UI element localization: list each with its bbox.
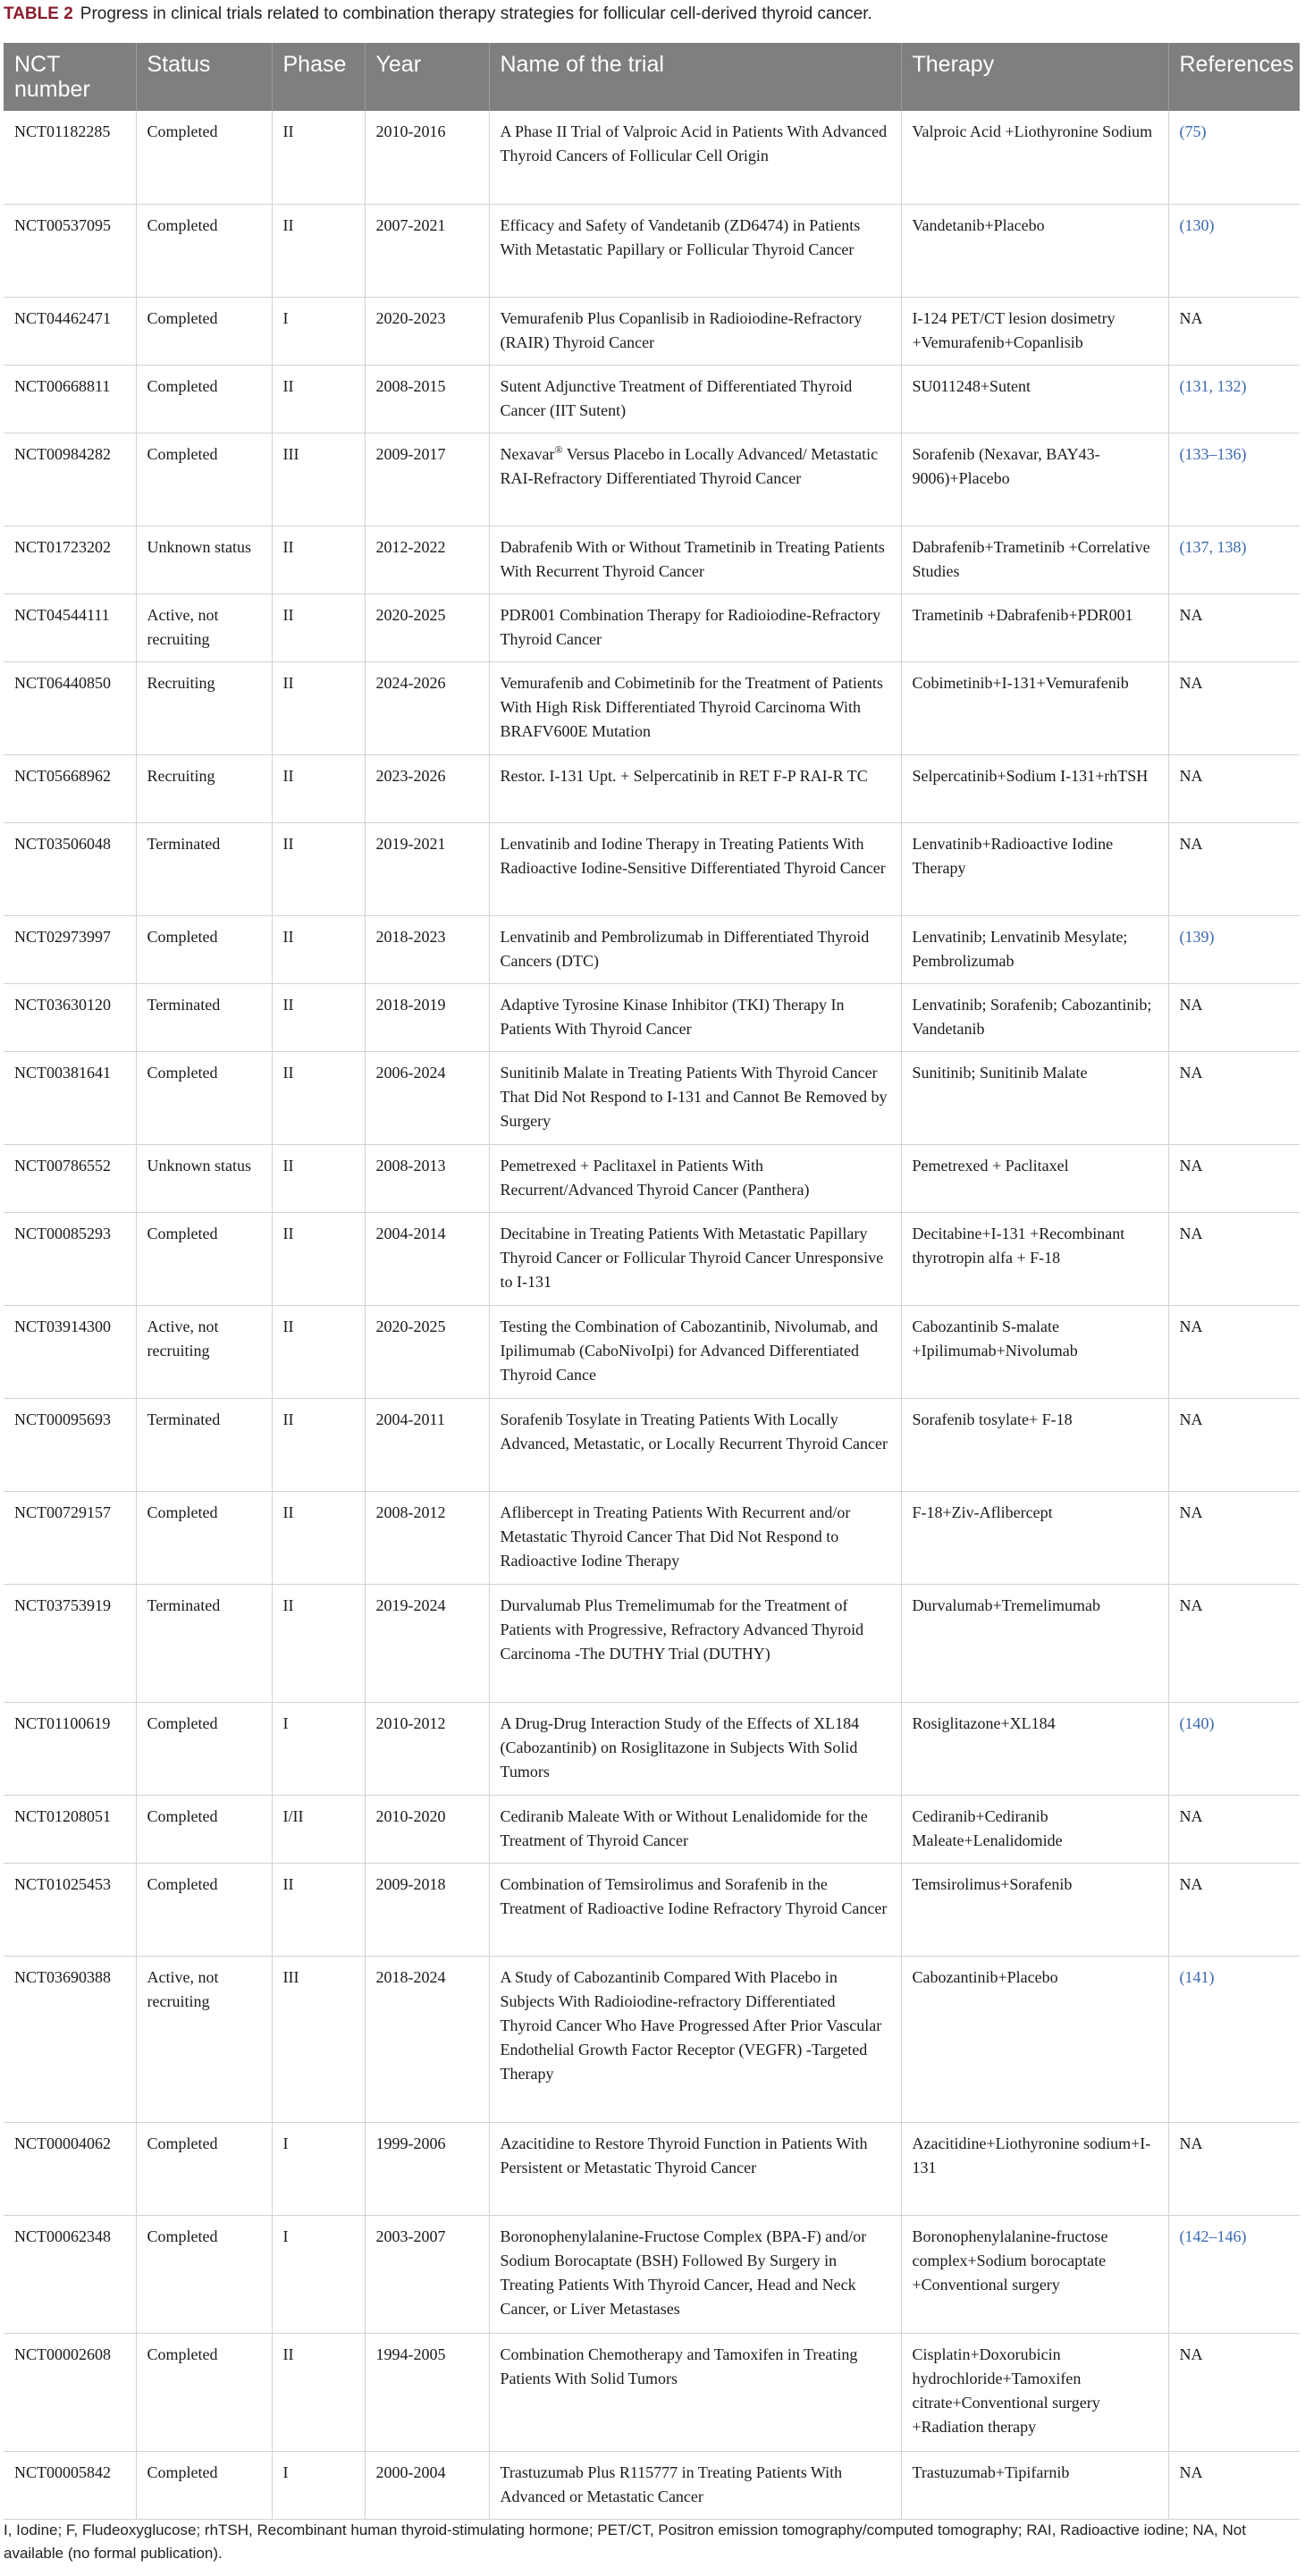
cell-phase: II xyxy=(272,2333,365,2451)
cell-year: 2006-2024 xyxy=(365,1051,489,1144)
table-row xyxy=(4,1584,1300,1702)
cell-status: Completed xyxy=(136,2122,272,2215)
cell-reference-link[interactable]: (139) xyxy=(1168,915,1300,983)
table-row xyxy=(4,1491,1300,1584)
cell-nct: NCT00095693 xyxy=(4,1398,136,1491)
cell-year: 2008-2012 xyxy=(365,1491,489,1584)
cell-phase: II xyxy=(272,526,365,593)
cell-therapy: Trastuzumab+Tipifarnib xyxy=(901,2451,1168,2519)
cell-status: Completed xyxy=(136,2215,272,2333)
col-header-year: Year xyxy=(365,43,489,111)
cell-therapy: Trametinib +Dabrafenib+PDR001 xyxy=(901,593,1168,661)
table-row xyxy=(4,1305,1300,1398)
table-row xyxy=(4,1051,1300,1144)
cell-nct: NCT00668811 xyxy=(4,365,136,433)
cell-therapy: Vandetanib+Placebo xyxy=(901,204,1168,297)
cell-therapy: Azacitidine+Liothyronine sodium+I-131 xyxy=(901,2122,1168,2215)
header-row xyxy=(4,43,1300,111)
cell-year: 2018-2019 xyxy=(365,983,489,1051)
cell-status: Active, not recruiting xyxy=(136,593,272,661)
cell-reference: NA xyxy=(1168,1144,1300,1212)
cell-phase: III xyxy=(272,1956,365,2122)
cell-therapy: Cisplatin+Doxorubicin hydrochloride+Tamoxifen citrate+Conventional surgery +Radiation therapy xyxy=(901,2333,1168,2451)
cell-nct: NCT00005842 xyxy=(4,2451,136,2519)
cell-status: Terminated xyxy=(136,822,272,915)
table-row xyxy=(4,433,1300,526)
cell-reference: NA xyxy=(1168,1051,1300,1144)
cell-year: 2019-2021 xyxy=(365,822,489,915)
cell-phase: I xyxy=(272,297,365,365)
table-row xyxy=(4,822,1300,915)
cell-year: 2009-2017 xyxy=(365,433,489,526)
cell-name: PDR001 Combination Therapy for Radioiodine-Refractory Thyroid Cancer xyxy=(489,593,901,661)
cell-therapy: Cobimetinib+I-131+Vemurafenib xyxy=(901,661,1168,754)
cell-name: Pemetrexed + Paclitaxel in Patients With Recurrent/Advanced Thyroid Cancer (Panthera) xyxy=(489,1144,901,1212)
cell-therapy: SU011248+Sutent xyxy=(901,365,1168,433)
table-row xyxy=(4,297,1300,365)
cell-reference: NA xyxy=(1168,1398,1300,1491)
cell-name: Combination of Temsirolimus and Sorafenib in the Treatment of Radioactive Iodine Refractory Thyroid Cancer xyxy=(489,1863,901,1956)
cell-year: 2023-2026 xyxy=(365,754,489,822)
table-row xyxy=(4,661,1300,754)
cell-year: 2010-2012 xyxy=(365,1702,489,1795)
cell-status: Active, not recruiting xyxy=(136,1956,272,2122)
cell-nct: NCT00004062 xyxy=(4,2122,136,2215)
cell-therapy: Cediranib+Cediranib Maleate+Lenalidomide xyxy=(901,1795,1168,1863)
cell-year: 2020-2025 xyxy=(365,593,489,661)
cell-phase: II xyxy=(272,1584,365,1702)
cell-reference: NA xyxy=(1168,297,1300,365)
cell-name: Vemurafenib Plus Copanlisib in Radioiodine-Refractory (RAIR) Thyroid Cancer xyxy=(489,297,901,365)
cell-name: Sutent Adjunctive Treatment of Differentiated Thyroid Cancer (IIT Sutent) xyxy=(489,365,901,433)
cell-status: Terminated xyxy=(136,1584,272,1702)
cell-name: Cediranib Maleate With or Without Lenalidomide for the Treatment of Thyroid Cancer xyxy=(489,1795,901,1863)
cell-name: Durvalumab Plus Tremelimumab for the Treatment of Patients with Progressive, Refractory Advanced Thyroid Carcinoma -The DUTHY Trial (DUTHY) xyxy=(489,1584,901,1702)
table-row xyxy=(4,365,1300,433)
table-row xyxy=(4,1956,1300,2122)
cell-name: Boronophenylalanine-Fructose Complex (BPA-F) and/or Sodium Borocaptate (BSH) Followed By Surgery in Treating Patients With Thyroid Cancer, Head and Neck Cancer, or Liver Metastases xyxy=(489,2215,901,2333)
cell-phase: II xyxy=(272,365,365,433)
cell-reference-link[interactable]: (141) xyxy=(1168,1956,1300,2122)
cell-nct: NCT00786552 xyxy=(4,1144,136,1212)
cell-phase: I/II xyxy=(272,1795,365,1863)
col-header-phase: Phase xyxy=(272,43,365,111)
cell-reference: NA xyxy=(1168,1795,1300,1863)
table-row xyxy=(4,754,1300,822)
cell-reference-link[interactable]: (75) xyxy=(1168,111,1300,204)
cell-phase: II xyxy=(272,1398,365,1491)
cell-name: Lenvatinib and Iodine Therapy in Treating Patients With Radioactive Iodine-Sensitive Differentiated Thyroid Cancer xyxy=(489,822,901,915)
cell-phase: II xyxy=(272,822,365,915)
cell-status: Active, not recruiting xyxy=(136,1305,272,1398)
cell-nct: NCT00062348 xyxy=(4,2215,136,2333)
cell-year: 2009-2018 xyxy=(365,1863,489,1956)
cell-nct: NCT01208051 xyxy=(4,1795,136,1863)
cell-name: A Phase II Trial of Valproic Acid in Patients With Advanced Thyroid Cancers of Follicular Cell Origin xyxy=(489,111,901,204)
cell-nct: NCT03630120 xyxy=(4,983,136,1051)
cell-name: Testing the Combination of Cabozantinib, Nivolumab, and Ipilimumab (CaboNivoIpi) for Advanced Differentiated Thyroid Cance xyxy=(489,1305,901,1398)
table-row xyxy=(4,2122,1300,2215)
cell-year: 2000-2004 xyxy=(365,2451,489,2519)
cell-reference: NA xyxy=(1168,1584,1300,1702)
cell-therapy: Sorafenib (Nexavar, BAY43-9006)+Placebo xyxy=(901,433,1168,526)
table-row xyxy=(4,204,1300,297)
cell-name: Adaptive Tyrosine Kinase Inhibitor (TKI) Therapy In Patients With Thyroid Cancer xyxy=(489,983,901,1051)
cell-nct: NCT03914300 xyxy=(4,1305,136,1398)
cell-name: Restor. I-131 Upt. + Selpercatinib in RET F-P RAI-R TC xyxy=(489,754,901,822)
cell-phase: II xyxy=(272,593,365,661)
cell-name: Sorafenib Tosylate in Treating Patients With Locally Advanced, Metastatic, or Locally Recurrent Thyroid Cancer xyxy=(489,1398,901,1491)
cell-status: Completed xyxy=(136,2451,272,2519)
table-row xyxy=(4,1702,1300,1795)
cell-therapy: Valproic Acid +Liothyronine Sodium xyxy=(901,111,1168,204)
cell-reference-link[interactable]: (142–146) xyxy=(1168,2215,1300,2333)
table-caption xyxy=(4,2,1300,27)
cell-phase: II xyxy=(272,111,365,204)
table-row xyxy=(4,1398,1300,1491)
cell-nct: NCT06440850 xyxy=(4,661,136,754)
cell-reference-link[interactable]: (137, 138) xyxy=(1168,526,1300,593)
cell-nct: NCT03753919 xyxy=(4,1584,136,1702)
cell-phase: I xyxy=(272,2451,365,2519)
table-title: Progress in clinical trials related to combination therapy strategies for follicular cell-derived thyroid cancer. xyxy=(80,4,872,23)
cell-phase: I xyxy=(272,2215,365,2333)
cell-status: Completed xyxy=(136,1051,272,1144)
table-row xyxy=(4,2333,1300,2451)
cell-reference-link[interactable]: (131, 132) xyxy=(1168,365,1300,433)
brand-name: Nexavar xyxy=(500,444,555,463)
cell-year: 2004-2011 xyxy=(365,1398,489,1491)
table-row xyxy=(4,526,1300,593)
table-label: TABLE 2 xyxy=(4,4,73,23)
cell-therapy: Cabozantinib S-malate +Ipilimumab+Nivolumab xyxy=(901,1305,1168,1398)
cell-year: 2024-2026 xyxy=(365,661,489,754)
cell-status: Completed xyxy=(136,204,272,297)
cell-name: Vemurafenib and Cobimetinib for the Treatment of Patients With High Risk Differentiated Thyroid Carcinoma With BRAFV600E Mutation xyxy=(489,661,901,754)
cell-therapy: Pemetrexed + Paclitaxel xyxy=(901,1144,1168,1212)
cell-phase: II xyxy=(272,983,365,1051)
cell-nct: NCT00381641 xyxy=(4,1051,136,1144)
cell-therapy: I-124 PET/CT lesion dosimetry +Vemurafenib+Copanlisib xyxy=(901,297,1168,365)
cell-nct: NCT00984282 xyxy=(4,433,136,526)
cell-year: 2008-2013 xyxy=(365,1144,489,1212)
table-row xyxy=(4,111,1300,204)
cell-name: Trastuzumab Plus R115777 in Treating Patients With Advanced or Metastatic Cancer xyxy=(489,2451,901,2519)
cell-year: 2010-2020 xyxy=(365,1795,489,1863)
cell-status: Completed xyxy=(136,2333,272,2451)
cell-nct: NCT04462471 xyxy=(4,297,136,365)
cell-nct: NCT01723202 xyxy=(4,526,136,593)
cell-name: Dabrafenib With or Without Trametinib in Treating Patients With Recurrent Thyroid Cancer xyxy=(489,526,901,593)
cell-phase: II xyxy=(272,661,365,754)
table-row xyxy=(4,2451,1300,2519)
cell-year: 2020-2025 xyxy=(365,1305,489,1398)
cell-phase: I xyxy=(272,2122,365,2215)
cell-status: Terminated xyxy=(136,983,272,1051)
cell-phase: II xyxy=(272,915,365,983)
table-row xyxy=(4,915,1300,983)
table-row xyxy=(4,1795,1300,1863)
cell-reference: NA xyxy=(1168,2451,1300,2519)
table-row xyxy=(4,2215,1300,2333)
cell-phase: III xyxy=(272,433,365,526)
cell-nct: NCT05668962 xyxy=(4,754,136,822)
cell-therapy: Durvalumab+Tremelimumab xyxy=(901,1584,1168,1702)
col-header-therapy: Therapy xyxy=(901,43,1168,111)
cell-name: Lenvatinib and Pembrolizumab in Differentiated Thyroid Cancers (DTC) xyxy=(489,915,901,983)
cell-reference-link[interactable]: (130) xyxy=(1168,204,1300,297)
cell-status: Completed xyxy=(136,297,272,365)
cell-reference: NA xyxy=(1168,822,1300,915)
cell-therapy: Sunitinib; Sunitinib Malate xyxy=(901,1051,1168,1144)
cell-status: Completed xyxy=(136,1702,272,1795)
cell-phase: II xyxy=(272,204,365,297)
cell-phase: I xyxy=(272,1702,365,1795)
cell-nct: NCT02973997 xyxy=(4,915,136,983)
cell-nct: NCT01100619 xyxy=(4,1702,136,1795)
cell-therapy: Dabrafenib+Trametinib +Correlative Studies xyxy=(901,526,1168,593)
cell-year: 2019-2024 xyxy=(365,1584,489,1702)
cell-status: Recruiting xyxy=(136,661,272,754)
cell-name: Decitabine in Treating Patients With Metastatic Papillary Thyroid Cancer or Follicular Thyroid Cancer Unresponsive to I-131 xyxy=(489,1212,901,1305)
cell-therapy: Temsirolimus+Sorafenib xyxy=(901,1863,1168,1956)
cell-status: Completed xyxy=(136,1863,272,1956)
cell-reference: NA xyxy=(1168,1491,1300,1584)
cell-reference-link[interactable]: (133–136) xyxy=(1168,433,1300,526)
cell-therapy: Boronophenylalanine-fructose complex+Sodium borocaptate +Conventional surgery xyxy=(901,2215,1168,2333)
cell-status: Recruiting xyxy=(136,754,272,822)
cell-name: A Study of Cabozantinib Compared With Placebo in Subjects With Radioiodine-refractory Differentiated Thyroid Cancer Who Have Progressed After Prior Vascular Endothelial Growth Factor Receptor (VEGFR) -Targeted Therapy xyxy=(489,1956,901,2122)
cell-therapy: Lenvatinib+Radioactive Iodine Therapy xyxy=(901,822,1168,915)
cell-nct: NCT00729157 xyxy=(4,1491,136,1584)
cell-phase: II xyxy=(272,754,365,822)
cell-year: 2018-2024 xyxy=(365,1956,489,2122)
cell-name xyxy=(489,433,901,526)
cell-year: 2007-2021 xyxy=(365,204,489,297)
cell-year: 2018-2023 xyxy=(365,915,489,983)
cell-phase: II xyxy=(272,1863,365,1956)
cell-therapy: Lenvatinib; Lenvatinib Mesylate; Pembrolizumab xyxy=(901,915,1168,983)
table-row xyxy=(4,1212,1300,1305)
clinical-trials-table xyxy=(4,43,1300,2520)
cell-reference: NA xyxy=(1168,661,1300,754)
cell-status: Completed xyxy=(136,1212,272,1305)
cell-status: Terminated xyxy=(136,1398,272,1491)
cell-reference-link[interactable]: (140) xyxy=(1168,1702,1300,1795)
cell-reference: NA xyxy=(1168,983,1300,1051)
cell-year: 2008-2015 xyxy=(365,365,489,433)
name-rest: Versus Placebo in Locally Advanced/ Metastatic RAI-Refractory Differentiated Thyroid Cancer xyxy=(500,444,879,487)
cell-year: 1999-2006 xyxy=(365,2122,489,2215)
cell-phase: II xyxy=(272,1144,365,1212)
cell-name: Efficacy and Safety of Vandetanib (ZD6474) in Patients With Metastatic Papillary or Follicular Thyroid Cancer xyxy=(489,204,901,297)
cell-status: Unknown status xyxy=(136,526,272,593)
cell-name: Azacitidine to Restore Thyroid Function in Patients With Persistent or Metastatic Thyroid Cancer xyxy=(489,2122,901,2215)
cell-phase: II xyxy=(272,1491,365,1584)
col-header-nct: NCT number xyxy=(4,43,136,111)
table-row xyxy=(4,983,1300,1051)
cell-reference: NA xyxy=(1168,1212,1300,1305)
cell-name: Sunitinib Malate in Treating Patients With Thyroid Cancer That Did Not Respond to I-131 and Cannot Be Removed by Surgery xyxy=(489,1051,901,1144)
cell-status: Unknown status xyxy=(136,1144,272,1212)
col-header-name: Name of the trial xyxy=(489,43,901,111)
cell-year: 1994-2005 xyxy=(365,2333,489,2451)
cell-nct: NCT00002608 xyxy=(4,2333,136,2451)
cell-nct: NCT01182285 xyxy=(4,111,136,204)
cell-year: 2010-2016 xyxy=(365,111,489,204)
cell-nct: NCT04544111 xyxy=(4,593,136,661)
registered-mark: ® xyxy=(554,442,563,456)
cell-year: 2012-2022 xyxy=(365,526,489,593)
cell-phase: II xyxy=(272,1212,365,1305)
cell-year: 2003-2007 xyxy=(365,2215,489,2333)
cell-name: Aflibercept in Treating Patients With Recurrent and/or Metastatic Thyroid Cancer That Did Not Respond to Radioactive Iodine Therapy xyxy=(489,1491,901,1584)
table-footnote: I, Iodine; F, Fludeoxyglucose; rhTSH, Recombinant human thyroid-stimulating hormone; PET/CT, Positron emission tomography/computed tomography; RAI, Radioactive iodine; NA, Not available (no formal publication). xyxy=(4,2521,1246,2562)
cell-nct: NCT00085293 xyxy=(4,1212,136,1305)
cell-therapy: Sorafenib tosylate+ F-18 xyxy=(901,1398,1168,1491)
col-header-references: References xyxy=(1168,43,1300,111)
cell-reference: NA xyxy=(1168,1305,1300,1398)
cell-status: Completed xyxy=(136,365,272,433)
cell-nct: NCT03690388 xyxy=(4,1956,136,2122)
cell-nct: NCT00537095 xyxy=(4,204,136,297)
cell-status: Completed xyxy=(136,111,272,204)
cell-reference: NA xyxy=(1168,754,1300,822)
cell-therapy: Cabozantinib+Placebo xyxy=(901,1956,1168,2122)
cell-phase: II xyxy=(272,1305,365,1398)
cell-status: Completed xyxy=(136,1795,272,1863)
cell-reference: NA xyxy=(1168,2122,1300,2215)
cell-status: Completed xyxy=(136,1491,272,1584)
cell-name: Combination Chemotherapy and Tamoxifen in Treating Patients With Solid Tumors xyxy=(489,2333,901,2451)
cell-nct: NCT03506048 xyxy=(4,822,136,915)
cell-therapy: F-18+Ziv-Aflibercept xyxy=(901,1491,1168,1584)
table-row xyxy=(4,1144,1300,1212)
cell-nct: NCT01025453 xyxy=(4,1863,136,1956)
cell-status: Completed xyxy=(136,433,272,526)
cell-reference: NA xyxy=(1168,593,1300,661)
cell-year: 2004-2014 xyxy=(365,1212,489,1305)
cell-phase: II xyxy=(272,1051,365,1144)
col-header-status: Status xyxy=(136,43,272,111)
table-row xyxy=(4,1863,1300,1956)
table-row xyxy=(4,593,1300,661)
cell-year: 2020-2023 xyxy=(365,297,489,365)
cell-reference: NA xyxy=(1168,2333,1300,2451)
cell-therapy: Rosiglitazone+XL184 xyxy=(901,1702,1168,1795)
cell-therapy: Decitabine+I-131 +Recombinant thyrotropin alfa + F-18 xyxy=(901,1212,1168,1305)
cell-therapy: Lenvatinib; Sorafenib; Cabozantinib; Vandetanib xyxy=(901,983,1168,1051)
cell-reference: NA xyxy=(1168,1863,1300,1956)
cell-name: A Drug-Drug Interaction Study of the Effects of XL184 (Cabozantinib) on Rosiglitazone in Subjects With Solid Tumors xyxy=(489,1702,901,1795)
cell-therapy: Selpercatinib+Sodium I-131+rhTSH xyxy=(901,754,1168,822)
cell-status: Completed xyxy=(136,915,272,983)
